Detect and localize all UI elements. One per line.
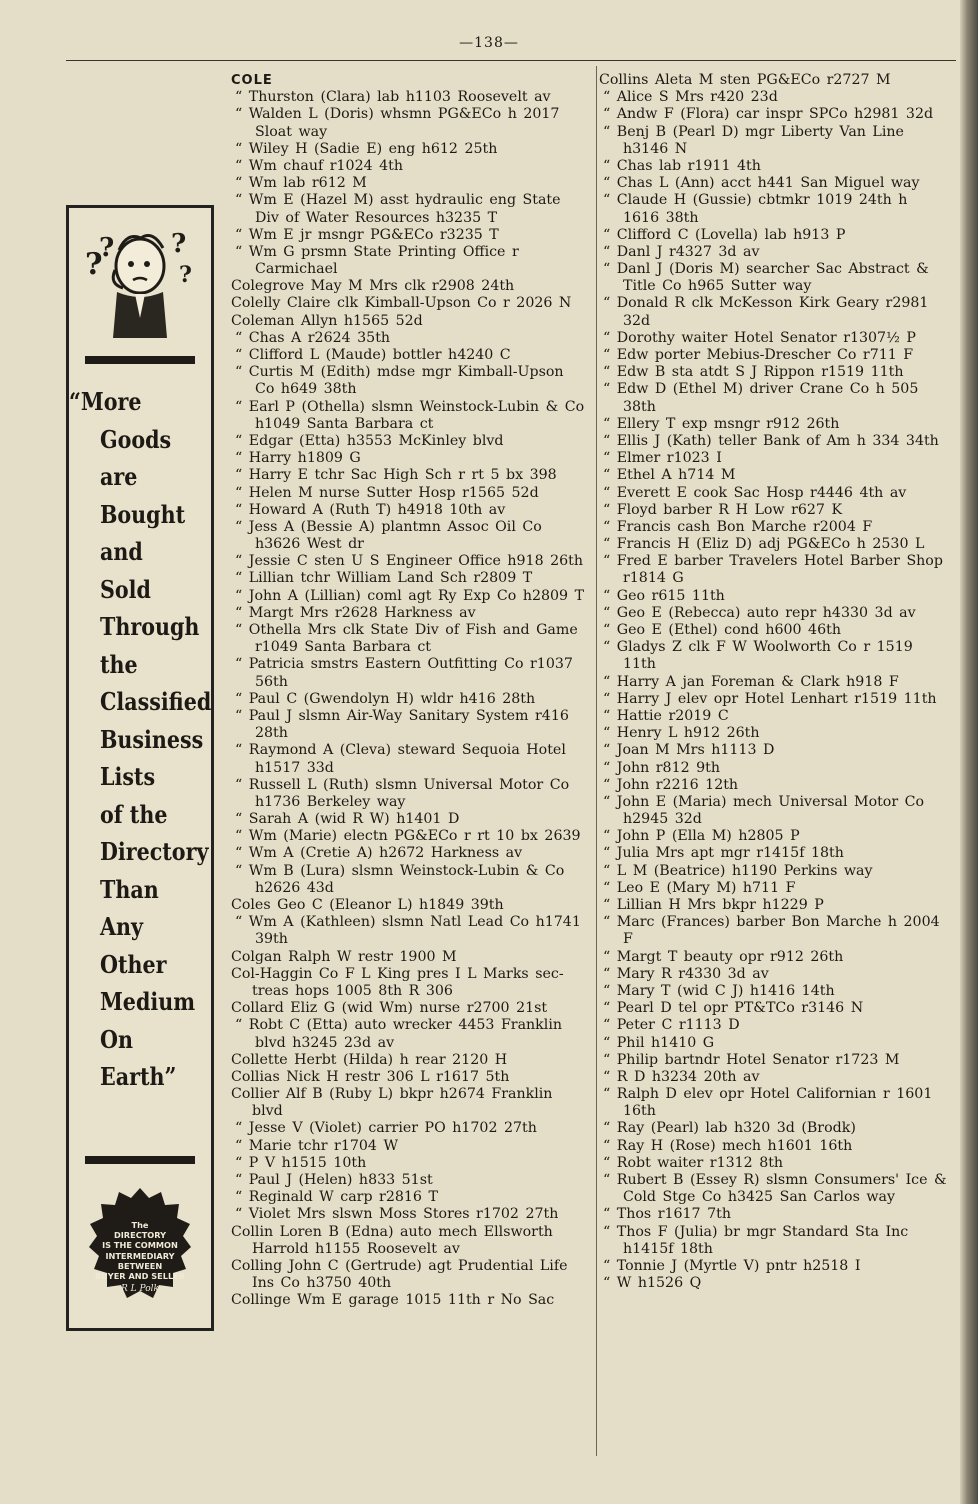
directory-entry: “ Wm A (Kathleen) slsmn Natl Lead Co h1741 39th (235, 914, 581, 948)
directory-entry: “ Rubert B (Essey R) slsmn Consumers' Ice & Cold Stge Co h3425 San Carlos way (603, 1172, 947, 1206)
directory-badge (87, 1186, 193, 1308)
directory-entry: “ John A (Lillian) coml agt Ry Exp Co h2809 T (235, 587, 585, 604)
directory-entry: “ John r812 9th (603, 759, 721, 776)
ad-slogan-line: Any (99, 912, 143, 941)
directory-entry: “ Gladys Z clk F W Woolworth Co r 1519 11th (603, 639, 913, 673)
directory-entry: “ Margt Mrs r2628 Harkness av (235, 604, 476, 621)
column-divider (596, 66, 597, 1456)
directory-entry: “ Elmer r1023 I (603, 450, 722, 467)
directory-entry: “ Edw B sta atdt S J Rippon r1519 11th (603, 364, 904, 381)
page-edge-shadow (960, 0, 978, 1504)
directory-entry: “ Wm G prsmn State Printing Office r Carmichael (235, 243, 519, 278)
directory-entry: “ Pearl D tel opr PT&TCo r3146 N (603, 1000, 864, 1017)
directory-entry: “ Wm A (Cretie A) h2672 Harkness av (235, 845, 523, 862)
directory-entry: “ Harry J elev opr Hotel Lenhart r1519 11th (603, 690, 937, 707)
svg-text:?: ? (171, 229, 187, 259)
ad-slogan (69, 383, 212, 1096)
directory-entry: “ Wm B (Lura) slsmn Weinstock-Lubin & Co h2626 43d (235, 862, 565, 896)
directory-entry: “ Phil h1410 G (603, 1034, 715, 1051)
directory-entry: “ Wm E jr msngr PG&ECo r3235 T (235, 226, 499, 243)
directory-entry: “ Jessie C sten U S Engineer Office h918 26th (235, 553, 583, 570)
directory-entry: “ Donald R clk McKesson Kirk Geary r2981 32d (603, 295, 929, 329)
directory-advertisement (66, 205, 214, 1331)
directory-entry: “ Tonnie J (Myrtle V) pntr h2518 I (603, 1257, 861, 1274)
directory-entry: “ Geo r615 11th (603, 587, 725, 604)
directory-entry: “ Sarah A (wid R W) h1401 D (235, 811, 460, 828)
directory-entry: “ Hattie r2019 C (603, 707, 729, 724)
ad-slogan-line: Earth” (99, 1062, 177, 1091)
svg-text:?: ? (85, 247, 103, 282)
directory-entry: “ Joan M Mrs h1113 D (603, 742, 775, 759)
directory-entry: “ Jesse V (Violet) carrier PO h1702 27th (235, 1120, 537, 1137)
directory-entry: “ Harry E tchr Sac High Sch r rt 5 bx 398 (235, 467, 557, 484)
directory-entry: “ Chas A r2624 35th (235, 329, 391, 346)
directory-entry: “ Claude H (Gussie) cbtmkr 1019 24th h 1616 38th (603, 192, 908, 226)
ad-slogan-line: Directory (99, 837, 209, 866)
directory-entry: “ Wm E (Hazel M) asst hydraulic eng State Div of Water Resources h3235 T (235, 192, 561, 226)
ad-slogan-line: Sold (99, 574, 151, 604)
directory-entry: “ Clifford L (Maude) bottler h4240 C (235, 347, 511, 363)
directory-entry: Colling John C (Gertrude) agt Prudential Life Ins Co h3750 40th (231, 1257, 568, 1292)
directory-entry: Coleman Allyn h1565 52d (231, 312, 423, 329)
header-rule (66, 60, 956, 61)
directory-entry: “ Lillian tchr William Land Sch r2809 T (235, 570, 533, 587)
ad-slogan-line: and (99, 537, 143, 566)
directory-entry: “ Benj B (Pearl D) mgr Liberty Van Line h3146 N (603, 123, 904, 157)
directory-entry: Collias Nick H restr 306 L r1617 5th (231, 1068, 510, 1085)
directory-entry: “ Francis cash Bon Marche r2004 F (603, 518, 873, 535)
directory-entry: “ Raymond A (Cleva) steward Sequoia Hotel h1517 33d (235, 742, 566, 776)
directory-entry: “ Earl P (Othella) slsmn Weinstock-Lubin & Co h1049 Santa Barbara ct (235, 398, 585, 432)
middle-listing-column (231, 72, 589, 1310)
directory-entry: “ Peter C r1113 D (603, 1017, 740, 1034)
directory-entry: “ John r2216 12th (603, 776, 739, 793)
directory-entry: “ Harry h1809 G (235, 450, 361, 467)
directory-entry: “ Everett E cook Sac Hosp r4446 4th av (603, 484, 907, 501)
directory-entry: “ Wiley H (Sadie E) eng h612 25th (235, 140, 498, 157)
directory-entry: Collard Eliz G (wid Wm) nurse r2700 21st (231, 1000, 548, 1017)
ad-top-bar (85, 356, 195, 364)
page-number: —138— (459, 35, 519, 51)
directory-entry: Collins Aleta M sten PG&ECo r2727 M (599, 72, 891, 88)
directory-entry: “ Thos r1617 7th (603, 1206, 731, 1223)
directory-entry: “ Francis H (Eliz D) adj PG&ECo h 2530 L (603, 536, 925, 553)
directory-entry: “ Helen M nurse Sutter Hosp r1565 52d (235, 484, 539, 501)
directory-entry: Colegrove May M Mrs clk r2908 24th (231, 278, 515, 295)
ad-slogan-line: Other (99, 949, 167, 979)
directory-entry: “ Philip bartndr Hotel Senator r1723 M (603, 1051, 900, 1068)
directory-entry: “ Wm chauf r1024 4th (235, 157, 404, 174)
directory-entry: “ John E (Maria) mech Universal Motor Co h2945 32d (603, 793, 925, 828)
directory-entry: “ R D h3234 20th av (603, 1068, 760, 1085)
directory-entry: “ Ralph D elev opr Hotel Californian r 1601 16th (603, 1086, 933, 1120)
directory-entry: “ Clifford C (Lovella) lab h913 P (603, 226, 846, 243)
directory-entry: “ Ray (Pearl) lab h320 3d (Brodk) (603, 1120, 856, 1137)
badge-signature: R L Polk (121, 1284, 159, 1294)
directory-entry: “ Lillian H Mrs bkpr h1229 P (603, 897, 824, 913)
directory-entry: “ Andw F (Flora) car inspr SPCo h2981 32d (603, 106, 934, 123)
directory-entry: “ Margt T beauty opr r912 26th (603, 948, 844, 965)
directory-entry: Colelly Claire clk Kimball-Upson Co r 2026 N (231, 295, 572, 312)
directory-entry: “ Paul J (Helen) h833 51st (235, 1172, 433, 1188)
directory-entry: “ P V h1515 10th (235, 1154, 367, 1171)
directory-entry: “ Paul C (Gwendolyn H) wldr h416 28th (235, 690, 536, 707)
ad-slogan-line: of the (99, 799, 168, 829)
directory-entry: “ Thos F (Julia) br mgr Standard Sta Inc h1415f 18th (603, 1223, 909, 1257)
directory-entry: Col-Haggin Co F L King pres I L Marks sec-treas hops 1005 8th R 306 (231, 965, 564, 999)
ad-slogan-line: Than (99, 874, 159, 904)
svg-text:?: ? (179, 262, 192, 288)
directory-entry: “ Ethel A h714 M (603, 467, 736, 484)
directory-entry: “ Geo E (Rebecca) auto repr h4330 3d av (603, 604, 916, 621)
ad-slogan-line: Goods (99, 424, 172, 454)
directory-entry: “ Thurston (Clara) lab h1103 Roosevelt av (235, 89, 551, 106)
directory-entry: “ Dorothy waiter Hotel Senator r1307½ P (603, 329, 916, 346)
directory-entry: “ Wm (Marie) electn PG&ECo r rt 10 bx 2639 (235, 828, 581, 845)
directory-entry: “ Edgar (Etta) h3553 McKinley blvd (235, 432, 504, 449)
directory-entry: “ Edw D (Ethel M) driver Crane Co h 505 38th (603, 381, 919, 415)
directory-entry: Collinge Wm E garage 1015 11th r No Sac (231, 1292, 555, 1309)
badge-text: The DIRECTORY IS THE COMMON INTERMEDIARY BETWEEN BUYER AND SELLER (94, 1220, 186, 1282)
directory-entry: “ Jess A (Bessie A) plantmn Assoc Oil Co h3626 West dr (235, 518, 542, 553)
question-mark-character-icon (79, 222, 201, 340)
directory-entry: Colgan Ralph W restr 1900 M (231, 948, 457, 965)
directory-entry: “ Henry L h912 26th (603, 725, 760, 742)
directory-entry: Collin Loren B (Edna) auto mech Ellsworth Harrold h1155 Roosevelt av (231, 1223, 553, 1257)
directory-entry: “ John P (Ella M) h2805 P (603, 828, 800, 845)
ad-slogan-line: Lists (99, 762, 156, 791)
ad-slogan-line: Medium (99, 987, 196, 1016)
directory-entry: “ Mary R r4330 3d av (603, 965, 769, 982)
directory-entry: “ Othella Mrs clk State Div of Fish and Game r1049 Santa Barbara ct (235, 622, 578, 656)
directory-entry: “ Danl J r4327 3d av (603, 243, 760, 260)
directory-entry: “ Reginald W carp r2816 T (235, 1189, 438, 1206)
ad-slogan-line: On (99, 1024, 133, 1054)
directory-entry: “ Curtis M (Edith) mdse mgr Kimball-Upson Co h649 38th (235, 364, 564, 398)
directory-entry: “ Walden L (Doris) whsmn PG&ECo h 2017 Sloat way (235, 106, 560, 140)
directory-entry: “ Robt waiter r1312 8th (603, 1154, 784, 1171)
directory-entry: “ Howard A (Ruth T) h4918 10th av (235, 501, 506, 518)
directory-entry: “ Leo E (Mary M) h711 F (603, 879, 796, 896)
directory-entry: “ Edw porter Mebius-Drescher Co r711 F (603, 347, 914, 363)
surname-heading: COLE (231, 73, 273, 88)
directory-entry: “ W h1526 Q (603, 1275, 702, 1292)
right-listing-column (599, 72, 949, 1292)
directory-entry: Collier Alf B (Ruby L) bkpr h2674 Franklin blvd (231, 1086, 553, 1120)
directory-entry: “ Julia Mrs apt mgr r1415f 18th (603, 845, 844, 862)
ad-slogan-line: Bought (99, 499, 186, 529)
ad-slogan-line: Classified (99, 687, 212, 716)
directory-entry: “ Danl J (Doris M) searcher Sac Abstract & Title Co h965 Sutter way (603, 261, 929, 295)
directory-entry: “ Alice S Mrs r420 23d (603, 89, 778, 106)
directory-entry: “ Harry A jan Foreman & Clark h918 F (603, 673, 899, 690)
directory-entry: “ Paul J slsmn Air-Way Sanitary System r416 28th (235, 707, 569, 742)
directory-entry: “ Robt C (Etta) auto wrecker 4453 Franklin blvd h3245 23d av (235, 1017, 562, 1051)
ad-slogan-line: are (99, 462, 138, 491)
ad-slogan-line: “More (69, 387, 142, 416)
ad-bottom-bar (85, 1156, 195, 1164)
directory-entry: Collette Herbt (Hilda) h rear 2120 H (231, 1051, 508, 1068)
directory-entry: “ L M (Beatrice) h1190 Perkins way (603, 862, 873, 879)
directory-entry: “ Floyd barber R H Low r627 K (603, 501, 843, 518)
directory-entry: “ Ellis J (Kath) teller Bank of Am h 334 34th (603, 432, 939, 449)
directory-entry: “ Chas lab r1911 4th (603, 157, 761, 174)
directory-entry: Coles Geo C (Eleanor L) h1849 39th (231, 897, 504, 913)
directory-entry: “ Fred E barber Travelers Hotel Barber Shop r1814 G (603, 553, 943, 587)
directory-entry: “ Marie tchr r1704 W (235, 1137, 399, 1154)
ad-slogan-line: the (99, 649, 138, 679)
directory-entry: “ Russell L (Ruth) slsmn Universal Motor Co h1736 Berkeley way (235, 776, 570, 810)
directory-entry: “ Geo E (Ethel) cond h600 46th (603, 622, 841, 638)
directory-entry: “ Mary T (wid C J) h1416 14th (603, 982, 835, 999)
directory-entry: “ Ray H (Rose) mech h1601 16th (603, 1137, 853, 1154)
directory-entry: “ Patricia smstrs Eastern Outfitting Co r1037 56th (235, 656, 573, 690)
svg-text:?: ? (99, 233, 115, 263)
ad-slogan-line: Through (99, 612, 200, 641)
directory-entry: “ Violet Mrs slswn Moss Stores r1702 27th (235, 1206, 559, 1223)
ad-slogan-line: Business (99, 724, 204, 754)
directory-entry: “ Chas L (Ann) acct h441 San Miguel way (603, 175, 920, 192)
directory-entry: “ Wm lab r612 M (235, 175, 367, 192)
directory-entry: “ Marc (Frances) barber Bon Marche h 2004 F (603, 914, 940, 948)
directory-entry: “ Ellery T exp msngr r912 26th (603, 415, 840, 432)
